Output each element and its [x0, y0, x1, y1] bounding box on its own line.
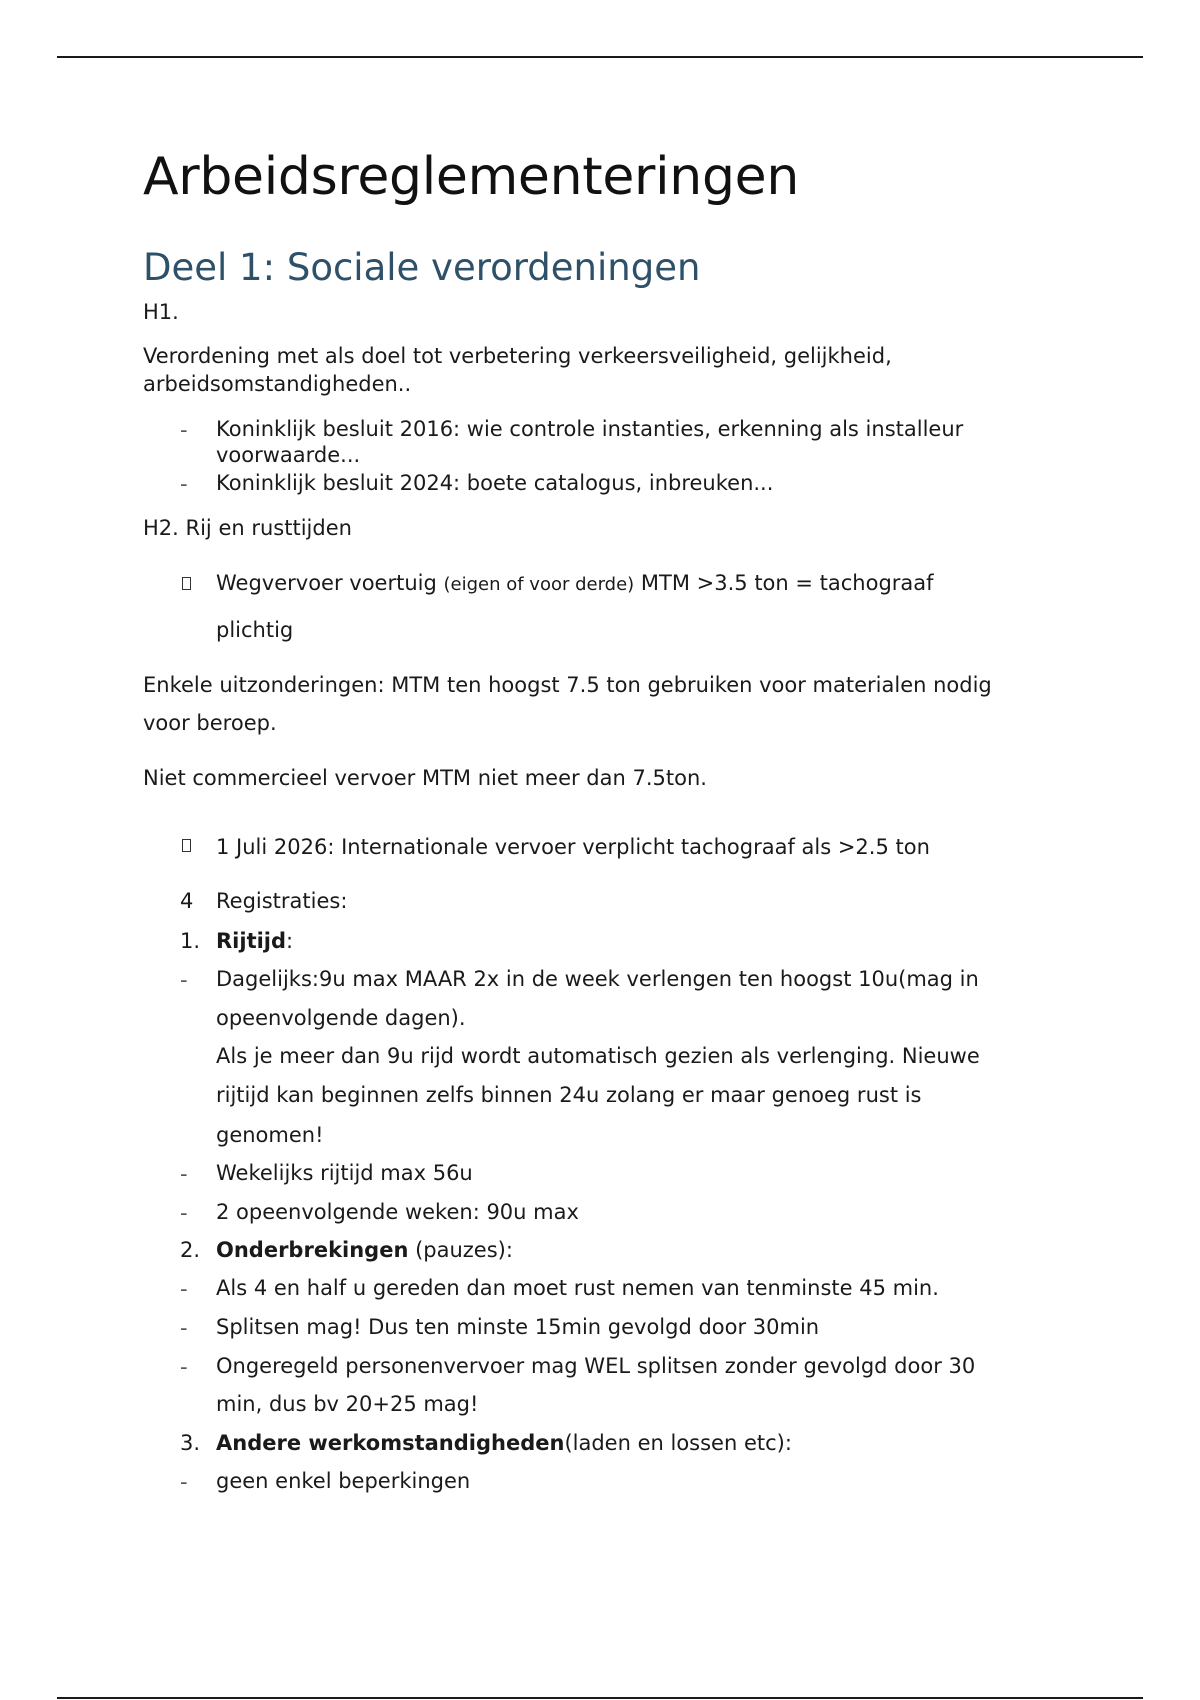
- tachograaf-part-1: Wegvervoer voertuig: [216, 571, 437, 595]
- irregular-line-2: min, dus bv 20+25 mag!: [216, 1392, 479, 1416]
- dash-bullet: -: [180, 1277, 188, 1301]
- section-3-number: 3.: [180, 1431, 201, 1455]
- dash-bullet: -: [180, 1470, 188, 1494]
- two-weeks-line: 2 opeenvolgende weken: 90u max: [216, 1200, 579, 1224]
- section-3-bold: Andere werkomstandigheden: [216, 1431, 565, 1455]
- dash-bullet: -: [180, 472, 188, 496]
- exceptions-line-1: Enkele uitzonderingen: MTM ten hoogst 7.5 ton gebruiken voor materialen nodig: [143, 673, 992, 697]
- kb-2016-line-1: Koninklijk besluit 2016: wie controle instanties, erkenning als installeur: [216, 417, 964, 441]
- dash-bullet: -: [180, 1316, 188, 1340]
- top-rule: [57, 56, 1143, 58]
- intro-line-2: arbeidsomstandigheden..: [143, 372, 412, 396]
- dash-bullet: -: [180, 1162, 188, 1186]
- registraties-number: 4: [180, 889, 194, 913]
- section-2-number: 2.: [180, 1238, 201, 1262]
- square-bullet-icon: [182, 839, 191, 852]
- intro-line-1: Verordening met als doel tot verbetering verkeersveiligheid, gelijkheid,: [143, 344, 892, 368]
- rest-line: Als 4 en half u gereden dan moet rust nemen van tenminste 45 min.: [216, 1276, 939, 1300]
- dash-bullet: -: [180, 1355, 188, 1379]
- registraties-label: Registraties:: [216, 889, 348, 913]
- h1-label: H1.: [143, 300, 179, 324]
- july-item: 1 Juli 2026: Internationale vervoer verplicht tachograaf als >2.5 ton: [216, 835, 930, 859]
- section-1-bold: Rijtijd: [216, 929, 287, 953]
- section-2-rest: (pauzes):: [408, 1238, 513, 1262]
- section-1-number: 1.: [180, 929, 201, 953]
- section-3-rest: (laden en lossen etc):: [564, 1431, 792, 1455]
- irregular-line-1: Ongeregeld personenvervoer mag WEL splitsen zonder gevolgd door 30: [216, 1354, 976, 1378]
- section-2-title: [216, 1236, 513, 1264]
- split-line: Splitsen mag! Dus ten minste 15min gevolgd door 30min: [216, 1315, 820, 1339]
- dash-bullet: -: [180, 418, 188, 442]
- weekly-line: Wekelijks rijtijd max 56u: [216, 1161, 473, 1185]
- section-3-title: [216, 1429, 792, 1457]
- daily-line-1: Dagelijks:9u max MAAR 2x in de week verlengen ten hoogst 10u(mag in: [216, 967, 979, 991]
- bottom-rule: [57, 1697, 1143, 1699]
- daily-line-3: Als je meer dan 9u rijd wordt automatisch gezien als verlenging. Nieuwe: [216, 1044, 980, 1068]
- tachograaf-part-2: (eigen of voor derde): [443, 574, 635, 595]
- daily-line-5: genomen!: [216, 1123, 324, 1147]
- tachograaf-line-2: plichtig: [216, 618, 294, 642]
- kb-2024-line: Koninklijk besluit 2024: boete catalogus, inbreuken...: [216, 471, 774, 495]
- exceptions-line-2: voor beroep.: [143, 711, 277, 735]
- section-2-bold: Onderbrekingen: [216, 1238, 409, 1262]
- non-commercial-line: Niet commercieel vervoer MTM niet meer dan 7.5ton.: [143, 766, 707, 790]
- section-1-title: [216, 927, 293, 955]
- tachograaf-part-3: MTM >3.5 ton = tachograaf: [640, 571, 934, 595]
- daily-line-4: rijtijd kan beginnen zelfs binnen 24u zolang er maar genoeg rust is: [216, 1083, 922, 1107]
- tachograaf-line-1: [216, 569, 934, 599]
- square-bullet-icon: [182, 577, 191, 590]
- dash-bullet: -: [180, 968, 188, 992]
- document-title: Arbeidsreglementeringen: [143, 147, 799, 207]
- daily-line-2: opeenvolgende dagen).: [216, 1006, 466, 1030]
- dash-bullet: -: [180, 1201, 188, 1225]
- kb-2016-line-2: voorwaarde...: [216, 443, 361, 467]
- no-limits-line: geen enkel beperkingen: [216, 1469, 471, 1493]
- section-1-rest: :: [286, 929, 294, 953]
- section-heading: Deel 1: Sociale verordeningen: [143, 246, 701, 289]
- h2-label: H2. Rij en rusttijden: [143, 516, 352, 540]
